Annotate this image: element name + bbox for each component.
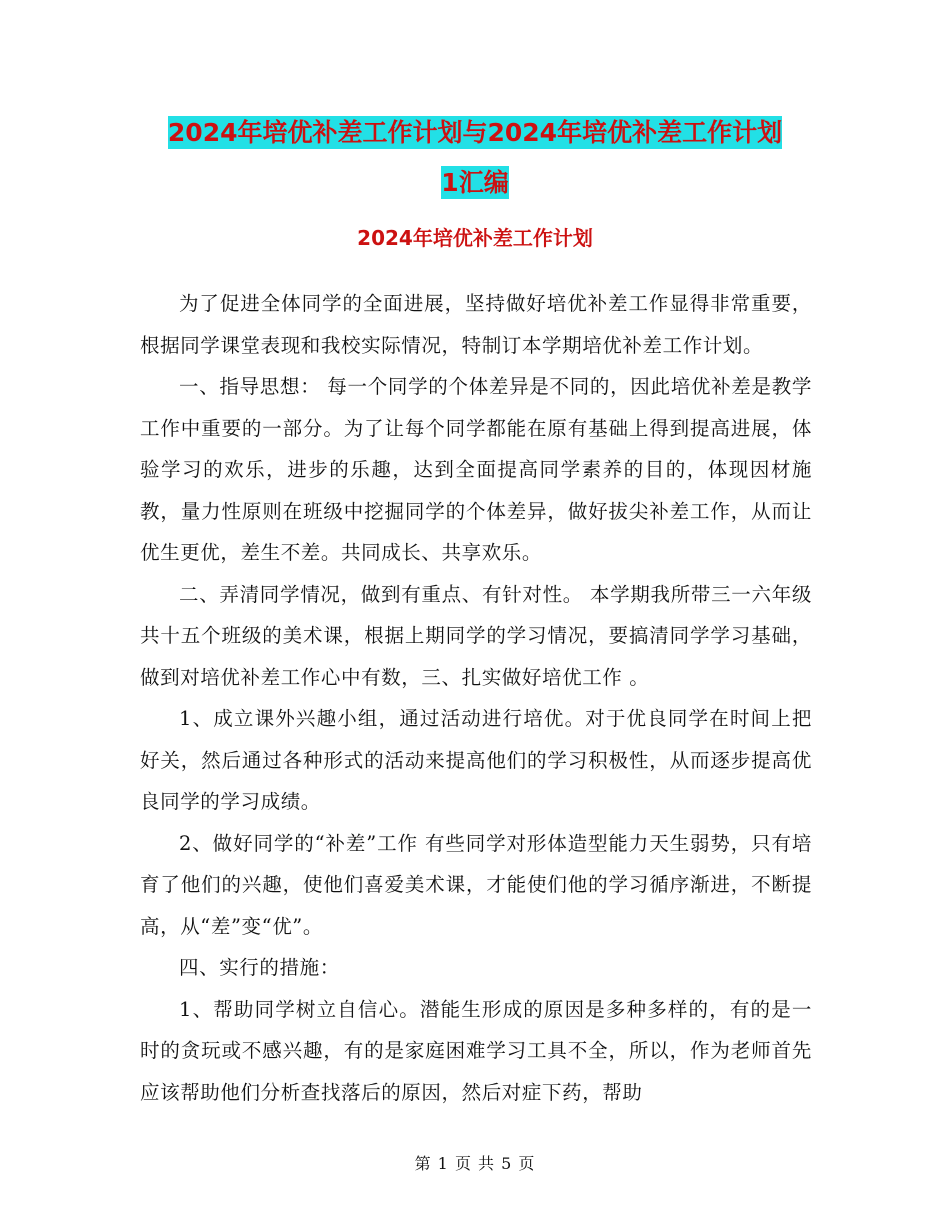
paragraph-student-situation: 二、弄清同学情况，做到有重点、有针对性。 本学期我所带三一六年级共十五个班级的美术课，根据上期同学的学习情况，要搞清同学学习基础，做到对培优补差工作心中有数，三、扎实做好培优工作 。 xyxy=(140,582,812,689)
document-body xyxy=(140,283,812,1113)
section-title: 2024年培优补差工作计划 xyxy=(357,226,593,250)
paragraph-guiding-thought: 一、指导思想： 每一个同学的个体差异是不同的，因此培优补差是教学工作中重要的一部分。为了让每个同学都能在原有基础上得到提高进展，体验学习的欢乐，进步的乐趣，达到全面提高同学素养的目的，体现因材施教，量力性原则在班级中挖掘同学的个体差异，做好拔尖补差工作，从而让优生更优，差生不差。共同成长、共享欢乐。 xyxy=(140,375,812,564)
paragraph-measures-heading: 四、实行的措施： xyxy=(179,956,340,979)
paragraph-interest-group: 1、成立课外兴趣小组，通过活动进行培优。对于优良同学在时间上把好关，然后通过各种形式的活动来提高他们的学习积极性，从而逐步提高优良同学的学习成绩。 xyxy=(140,707,812,813)
page-footer: 第 1 页 共 5 页 xyxy=(414,1154,536,1173)
paragraph-intro: 为了促进全体同学的全面进展，坚持做好培优补差工作显得非常重要，根据同学课堂表现和我校实际情况，特制订本学期培优补差工作计划。 xyxy=(140,292,812,357)
document-title-line-2: 1汇编 xyxy=(441,168,509,197)
paragraph-remedial-work: 2、做好同学的“补差”工作 有些同学对形体造型能力天生弱势，只有培育了他们的兴趣，使他们喜爱美术课，才能使们他的学习循序渐进，不断提高，从“差”变“优”。 xyxy=(140,831,812,938)
paragraph-build-confidence: 1、帮助同学树立自信心。潜能生形成的原因是多种多样的，有的是一时的贪玩或不感兴趣，有的是家庭困难学习工具不全，所以，作为老师首先应该帮助他们分析查找落后的原因，然后对症下药，帮助 xyxy=(140,997,812,1104)
document-title-line-1: 2024年培优补差工作计划与2024年培优补差工作计划 xyxy=(167,118,783,147)
document-title xyxy=(140,108,810,208)
